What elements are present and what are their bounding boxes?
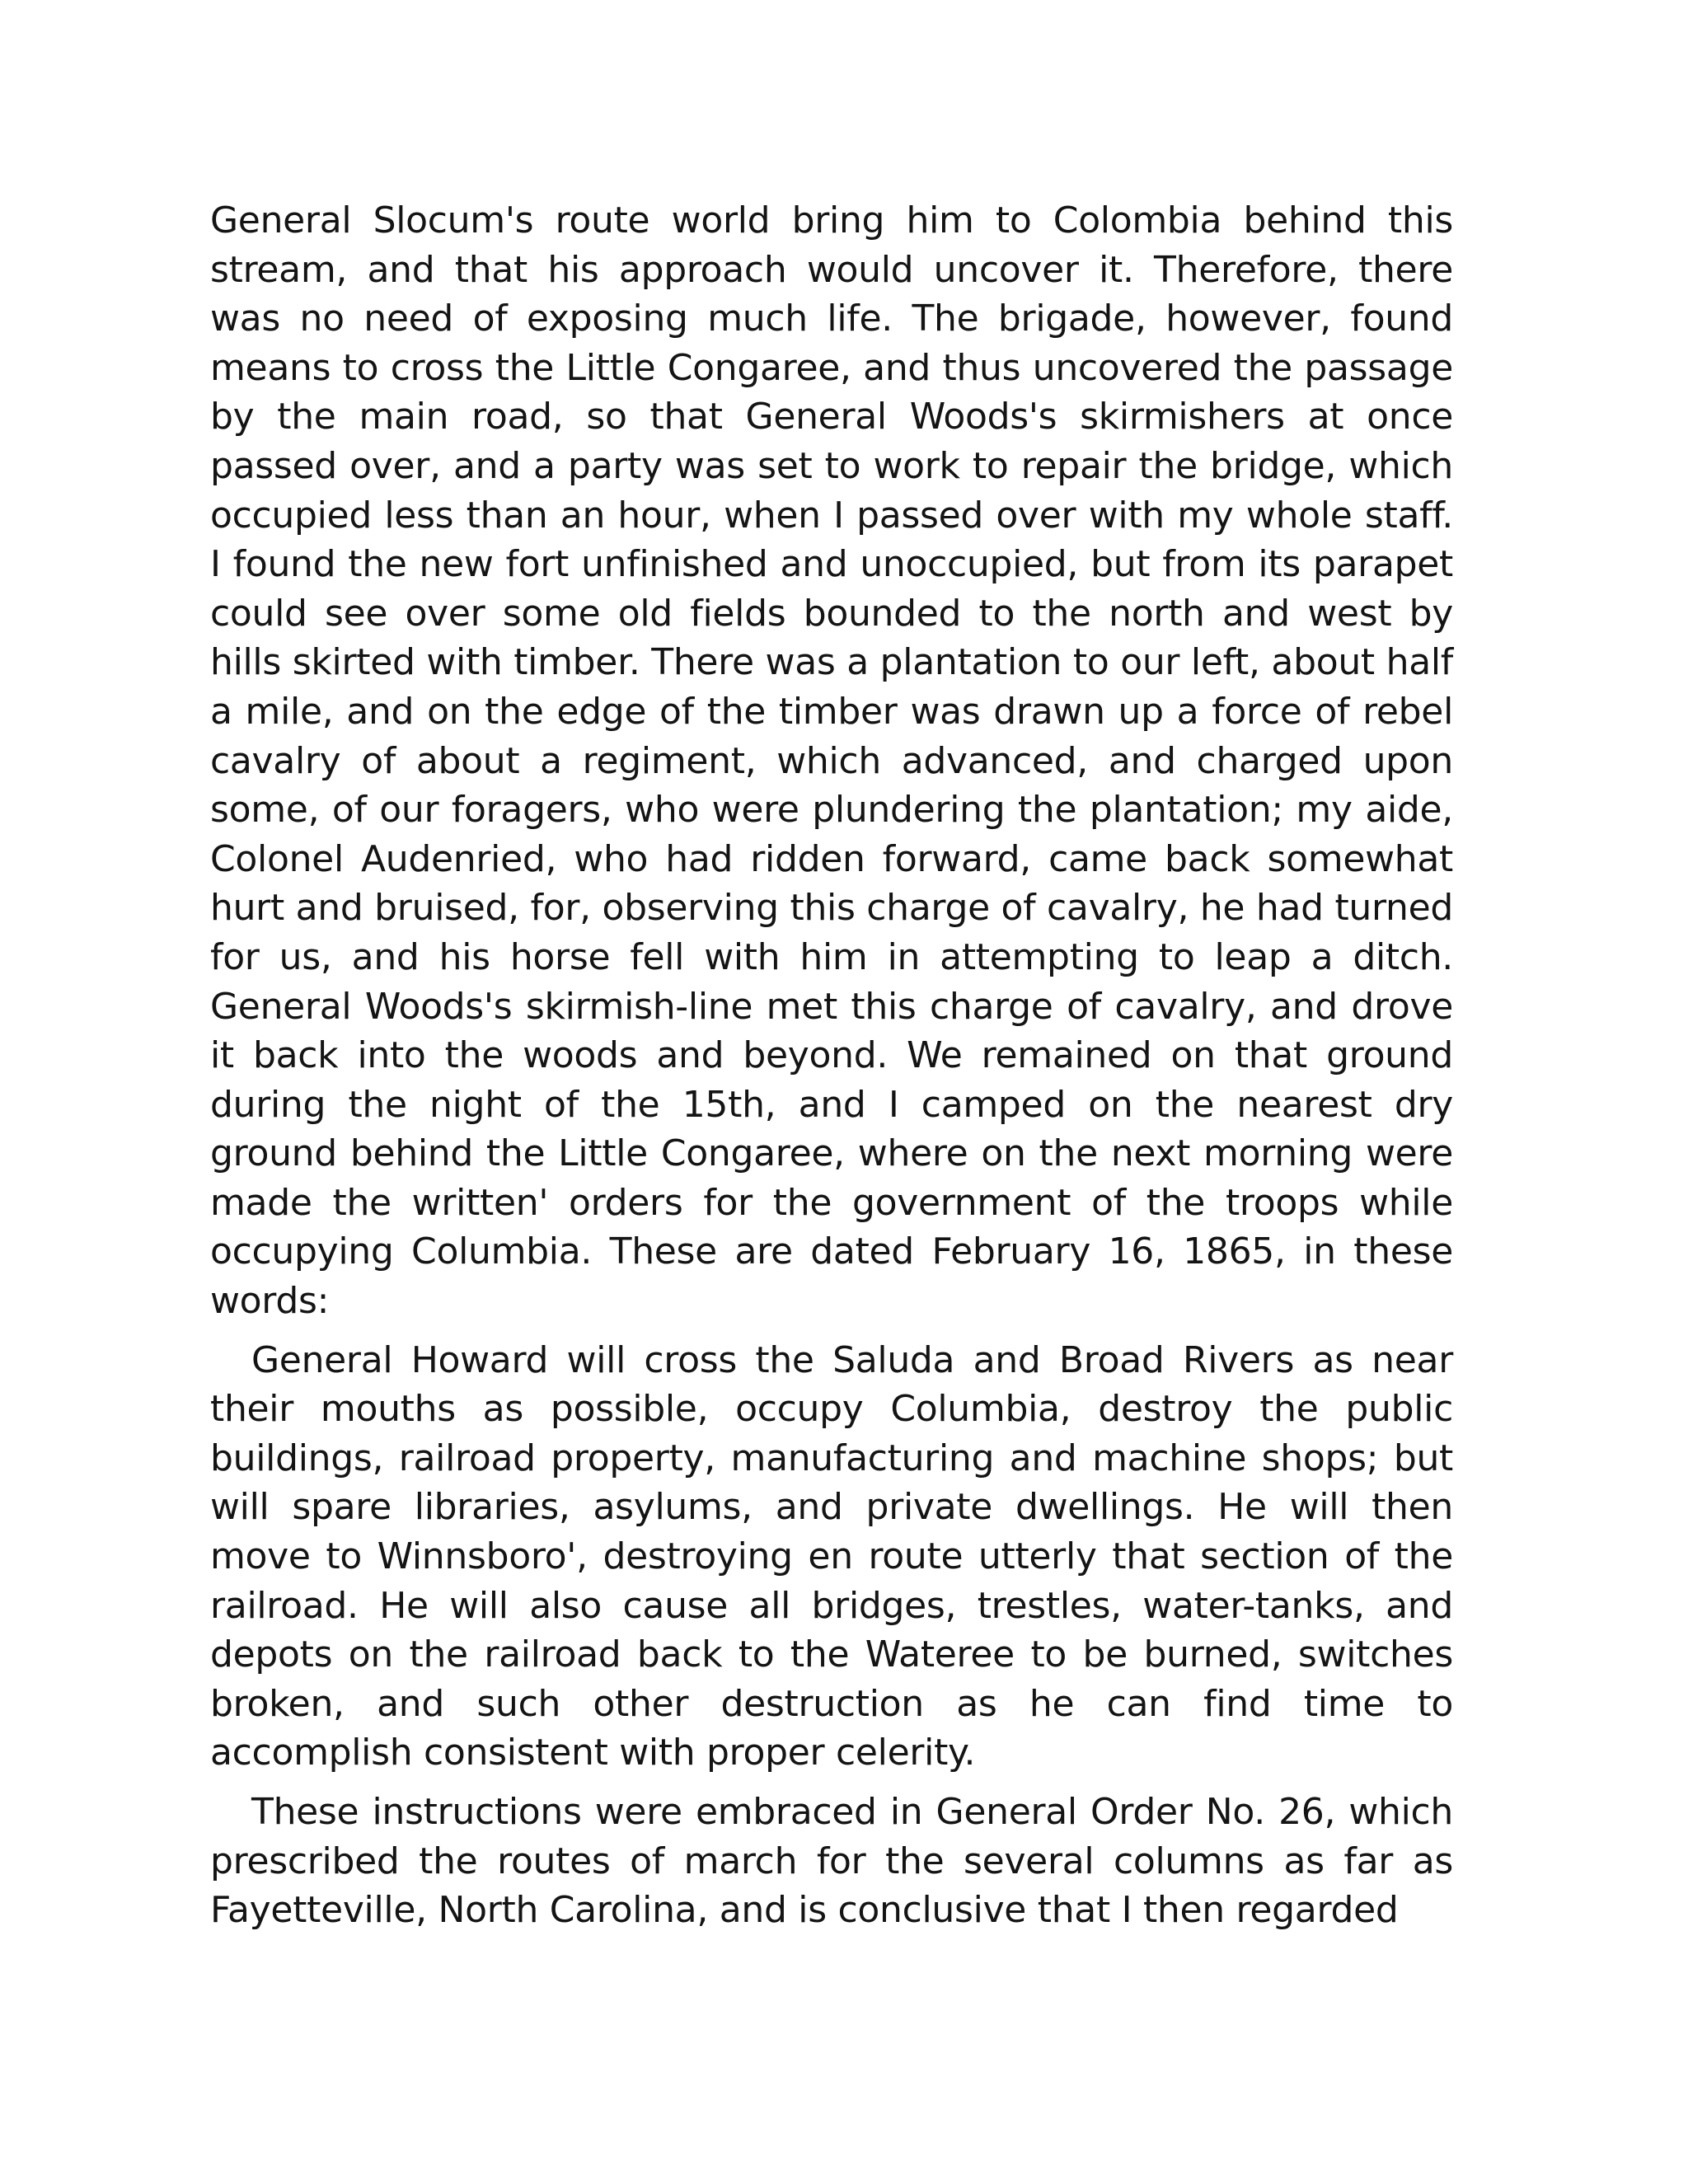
paragraph-instructions: These instructions were embraced in General Order No. 26, which prescribed the routes of march for the several columns as far as Fayetteville, North Carolina, and is conclusive that I then regarded — [210, 1791, 1453, 1932]
body-text — [210, 196, 1453, 1935]
paragraph-continuation: General Slocum's route world bring him to Colombia behind this stream, and that his approach would uncover it. Therefore, there was no need of exposing much life. The brigade, however, found means to cross the Little Congaree, and thus uncovered the passage by the main road, so that General Woods's skirmishers at once passed over, and a party was set to work to repair the bridge, which occupied less than an hour, when I passed over with my whole staff. I found the new fort unfinished and unoccupied, but from its parapet could see over some old fields bounded to the north and west by hills skirted with timber. There was a plantation to our left, about half a mile, and on the edge of the timber was drawn up a force of rebel cavalry of about a regiment, which advanced, and charged upon some, of our foragers, who were plundering the plantation; my aide, Colonel Audenried, who had ridden forward, came back somewhat hurt and bruised, for, observing this charge of cavalry, he had turned for us, and his horse fell with him in attempting to leap a ditch. General Woods's skirmish-line met this charge of cavalry, and drove it back into the woods and beyond. We remained on that ground during the night of the 15th, and I camped on the nearest dry ground behind the Little Congaree, where on the next morning were made the written' orders for the government of the troops while occupying Columbia. These are dated February 16, 1865, in these words: — [210, 199, 1453, 1323]
paragraph-order-quote: General Howard will cross the Saluda and Broad Rivers as near their mouths as possible, occupy Columbia, destroy the public buildings, railroad property, manufacturing and machine shops; but will spare libraries, asylums, and private dwellings. He will then move to Winnsboro', destroying en route utterly that section of the railroad. He will also cause all bridges, trestles, water-tanks, and depots on the railroad back to the Wateree to be burned, switches broken, and such other destruction as he can find time to accomplish consistent with proper celerity. — [210, 1338, 1453, 1774]
